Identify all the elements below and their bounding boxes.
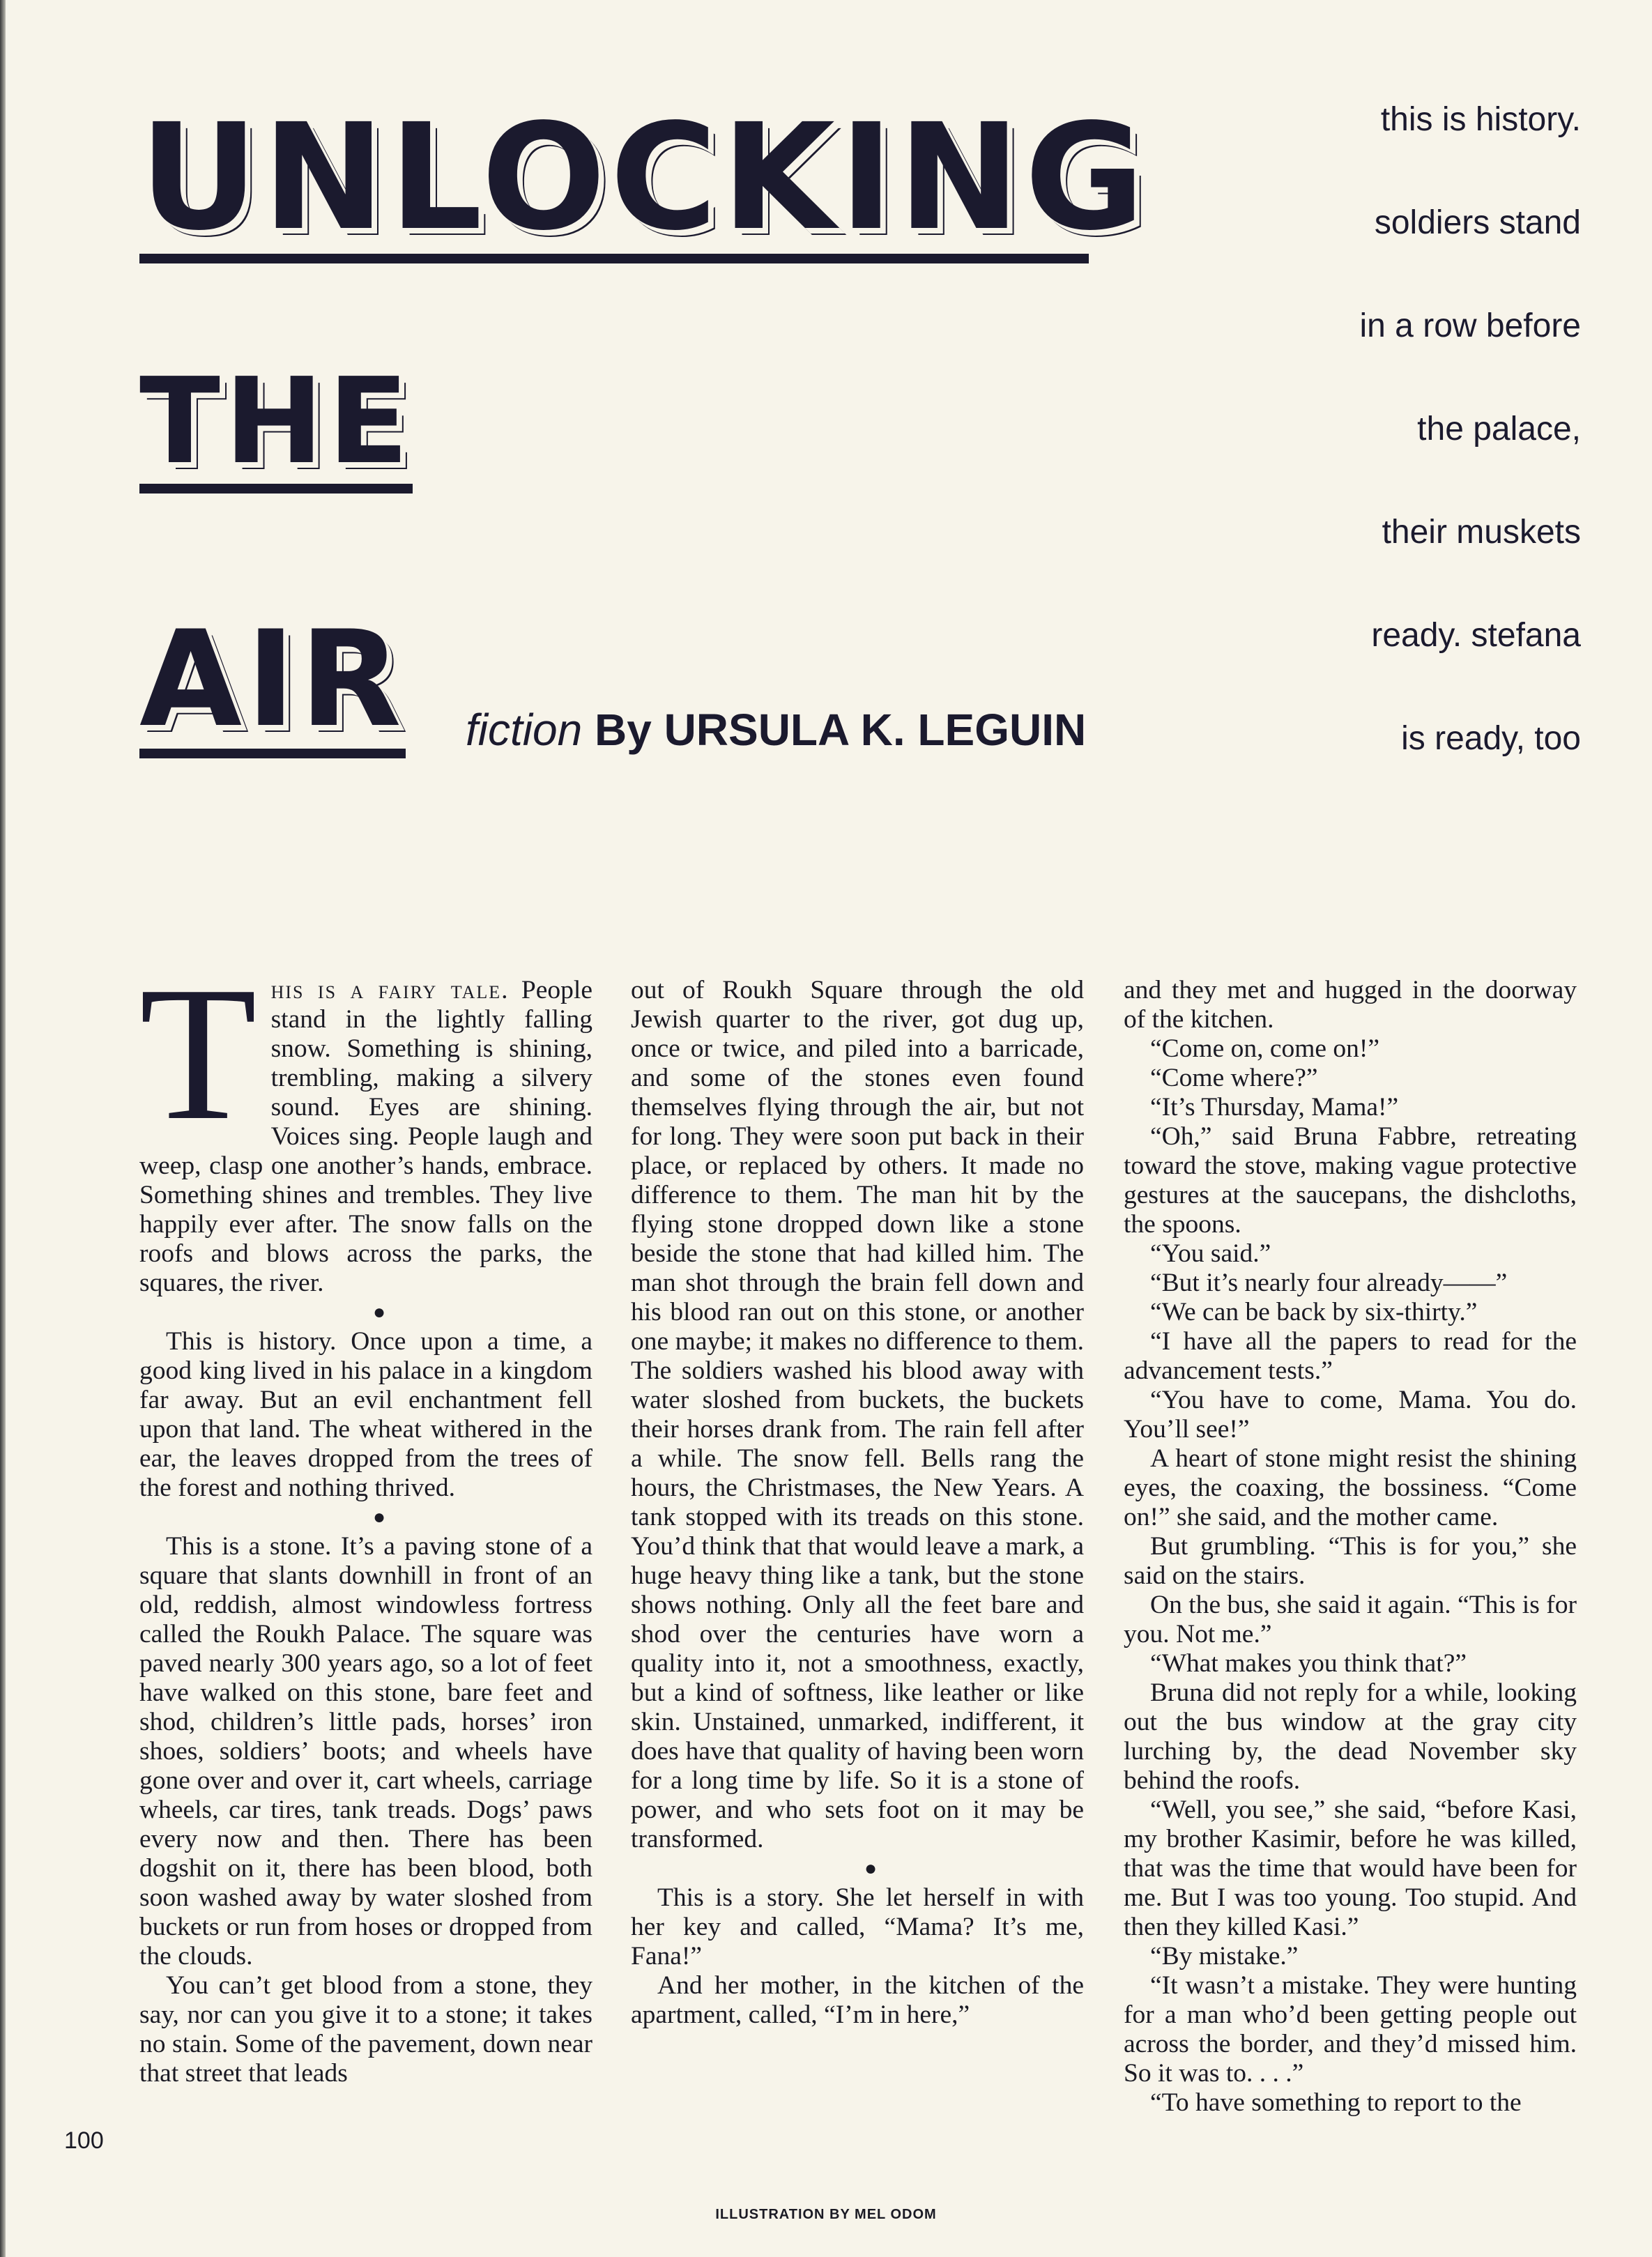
paragraph: and they met and hugged in the doorway of the kitchen. bbox=[1124, 976, 1577, 1034]
deck-line: in a row before bbox=[1359, 307, 1581, 344]
paragraph: This is a story. She let herself in with her key and called, “Mama? It’s me, Fana!” bbox=[631, 1883, 1084, 1971]
author-name: By URSULA K. LEGUIN bbox=[594, 705, 1087, 755]
title-line-2: THE bbox=[139, 362, 413, 494]
article-column-2 bbox=[631, 976, 1084, 2161]
deck-line: is ready, too bbox=[1401, 720, 1581, 757]
drop-cap: T bbox=[139, 976, 257, 1160]
paragraph: “But it’s nearly four already——” bbox=[1150, 1269, 1508, 1297]
paragraph: “It wasn’t a mistake. They were hunting for a man who’d been getting people out across the border, and they’d missed him. So it was to. . . .” bbox=[1124, 1971, 1577, 2088]
paragraph: On the bus, she said it again. “This is for you. Not me.” bbox=[1124, 1591, 1577, 1648]
paragraph: out of Roukh Square through the old Jewish quarter to the river, got dug up, once or twice, and piled into a barricade, and some of the stones even found themselves flying through the air, but not for long. They were soon put back in their place, or replaced by others. It made no difference to them. The man hit by the flying stone dropped down like a stone beside the stone that had killed him. The man shot through the brain fell down and his blood ran out on this stone, or another one maybe; it makes no difference to them. The soldiers washed his blood away with water sloshed from buckets, the buckets their horses drank from. The rain fell after a while. The snow fell. Bells rang the hours, the Christmases, the New Years. A tank stopped with its treads on this stone. You’d think that that would leave a mark, a huge heavy thing like a tank, but the stone shows nothing. Only all the feet bare and shod over the centuries have worn a quality into it, not a smoothness, exactly, but a kind of softness, like leather or like skin. Unstained, unmarked, indifferent, it does have that quality of having been worn for a long time by life. So it is a stone of power, and who sets foot on it may be transformed. bbox=[631, 976, 1084, 1853]
paragraph: Bruna did not reply for a while, looking out the bus window at the gray city lurching by, the dead November sky behind the roofs. bbox=[1124, 1678, 1577, 1795]
paragraph: “We can be back by six-thirty.” bbox=[1150, 1298, 1478, 1326]
paragraph: “It’s Thursday, Mama!” bbox=[1150, 1093, 1399, 1122]
genre-label: fiction bbox=[466, 705, 583, 755]
byline bbox=[466, 704, 1086, 756]
page-number: 100 bbox=[64, 2127, 104, 2154]
deck-line: the palace, bbox=[1417, 411, 1581, 447]
opening-smallcaps: his is a fairy tale. bbox=[270, 976, 510, 1004]
deck-line: ready. stefana bbox=[1371, 617, 1581, 654]
paragraph: “You have to come, Mama. You do. You’ll see!” bbox=[1124, 1386, 1577, 1444]
article-column-3 bbox=[1124, 976, 1577, 2161]
article-column-1 bbox=[139, 976, 592, 2161]
title-line-3: AIR bbox=[139, 613, 406, 758]
paragraph: “You said.” bbox=[1150, 1239, 1271, 1268]
paragraph: A heart of stone might resist the shining eyes, the coaxing, the bossiness. “Come on!” she said, and the mother came. bbox=[1124, 1444, 1577, 1531]
deck-text bbox=[1135, 98, 1581, 820]
paragraph: You can’t get blood from a stone, they say, nor can you give it to a stone; it takes no stain. Some of the pavement, down near that street that leads bbox=[139, 1971, 592, 2088]
paragraph: This is a stone. It’s a paving stone of a square that slants downhill in front of an old, reddish, almost windowless fortress called the Roukh Palace. The square was paved nearly 300 years ago, so a lot of feet have walked on this stone, bare feet and shod, children’s little pads, horses’ iron shoes, soldiers’ boots; and wheels have gone over and over it, cart wheels, carriage wheels, car tires, tank treads. Dogs’ paws every now and then. There has been dogshit on it, there has been blood, both soon washed away by water sloshed from buckets or run from hoses or dropped from the clouds. bbox=[139, 1532, 592, 1971]
paragraph: But grumbling. “This is for you,” she said on the stairs. bbox=[1124, 1532, 1577, 1590]
paragraph: “Come on, come on!” bbox=[1150, 1034, 1380, 1063]
illustration-credit: ILLUSTRATION BY MEL ODOM bbox=[715, 2207, 937, 2222]
paragraph: “Come where?” bbox=[1150, 1064, 1318, 1092]
paragraph: “To have something to report to the bbox=[1150, 2088, 1522, 2117]
deck-line: soldiers stand bbox=[1374, 204, 1581, 241]
paragraph: “What makes you think that?” bbox=[1150, 1649, 1467, 1678]
page-edge bbox=[0, 0, 6, 2257]
deck-line: their muskets bbox=[1382, 514, 1581, 551]
paragraph: “Oh,” said Bruna Fabbre, retreating toward the stove, making vague protective gestures at the saucepans, the dishcloths, the spoons. bbox=[1124, 1122, 1577, 1239]
title-line-1: UNLOCKING bbox=[139, 92, 1149, 263]
section-bullet: ● bbox=[864, 1857, 878, 1880]
section-bullet: ● bbox=[372, 1301, 386, 1324]
deck-line: this is history. bbox=[1380, 101, 1581, 138]
opening-paragraph bbox=[139, 976, 592, 1298]
section-bullet: ● bbox=[372, 1506, 386, 1529]
paragraph: “I have all the papers to read for the advancement tests.” bbox=[1124, 1327, 1577, 1385]
paragraph: “Well, you see,” she said, “before Kasi, my brother Kasimir, before he was killed, that was the time that would have been for me. But I was too young. Too stupid. And then they killed Kasi.” bbox=[1124, 1796, 1577, 1941]
paragraph-text: People stand in the lightly falling snow. Something is shining, trembling, making a silvery sound. Eyes are shining. Voices sing. People laugh and weep, clasp one another’s hands, embrace. Something shines and trembles. They live happily ever after. The snow falls on the roofs and blows across the parks, the squares, the river. bbox=[139, 976, 592, 1297]
paragraph: This is history. Once upon a time, a good king lived in his palace in a kingdom far away. But an evil enchantment fell upon that land. The wheat withered in the ear, the leaves dropped from the trees of the forest and nothing thrived. bbox=[139, 1327, 592, 1502]
paragraph: “By mistake.” bbox=[1150, 1942, 1299, 1971]
paragraph: And her mother, in the kitchen of the apartment, called, “I’m in here,” bbox=[631, 1971, 1084, 2029]
